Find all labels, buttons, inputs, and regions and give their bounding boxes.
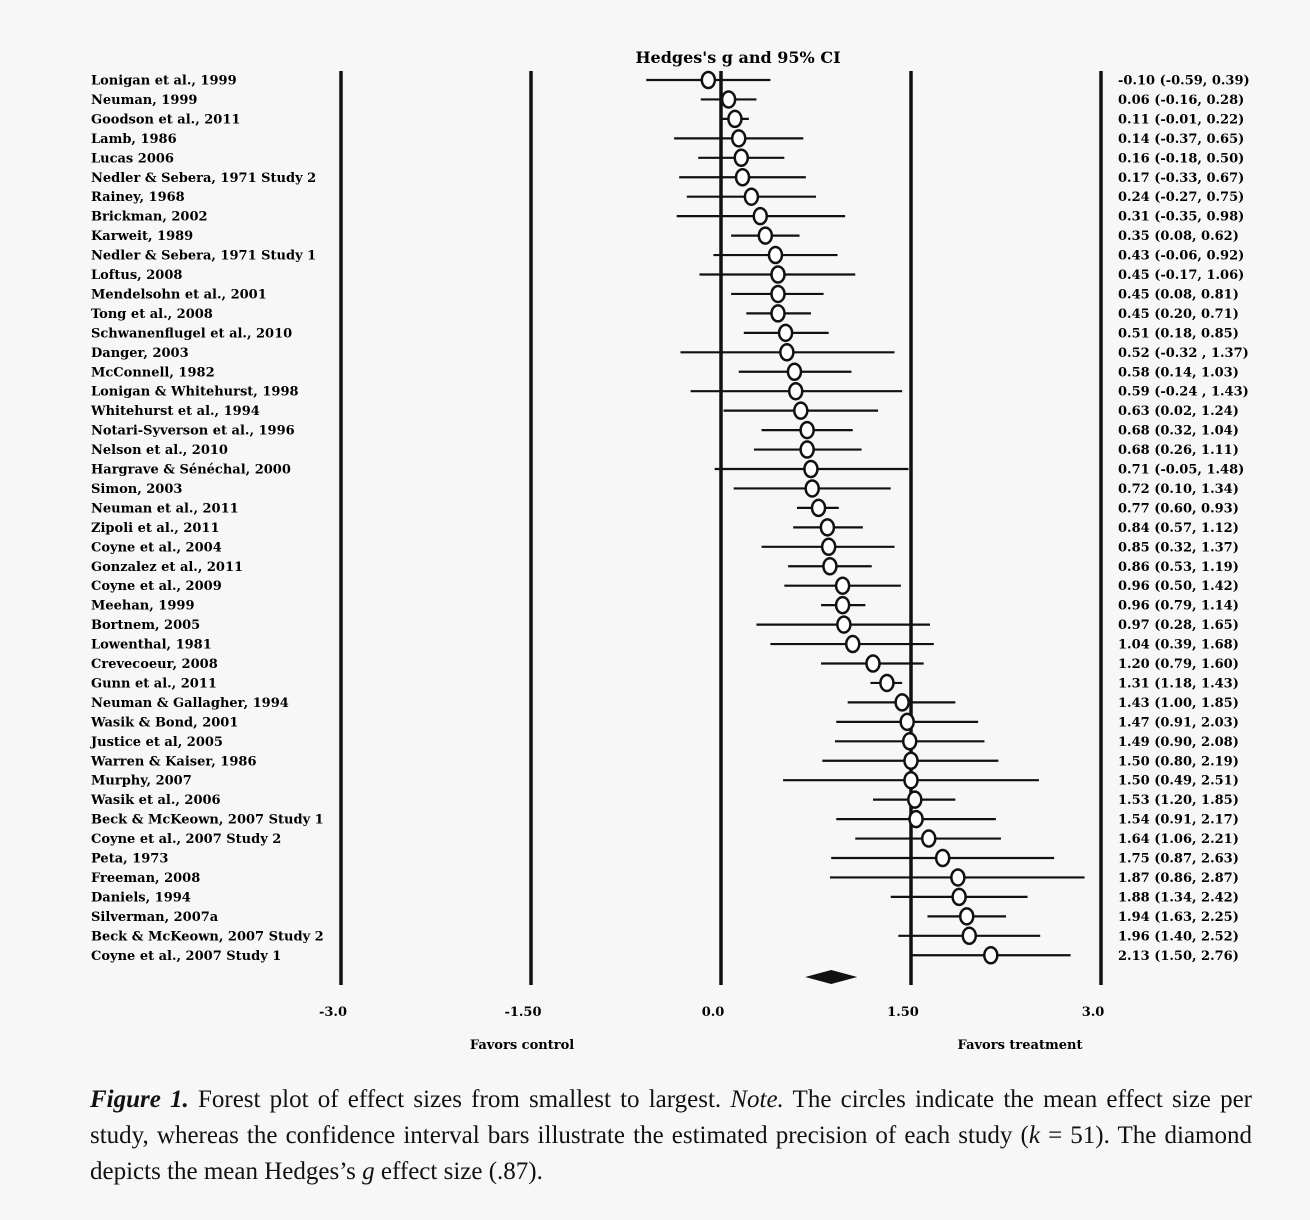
effect-size-value: 1.20 (0.79, 1.60) [1118, 657, 1239, 672]
effect-size-value: 0.52 (-0.32 , 1.37) [1118, 345, 1249, 361]
effect-size-marker [772, 305, 785, 321]
figure-caption [90, 1082, 1252, 1190]
study-label: Karweit, 1989 [91, 229, 194, 245]
caption-figure-label: Figure 1. [90, 1086, 189, 1113]
effect-size-value: 0.35 (0.08, 0.62) [1118, 229, 1239, 245]
effect-size-value: 0.96 (0.79, 1.14) [1118, 598, 1239, 614]
x-tick-label: 0.0 [701, 1005, 725, 1020]
effect-size-value: 1.50 (0.80, 2.19) [1118, 754, 1239, 770]
effect-size-value: 1.96 (1.40, 2.52) [1118, 929, 1239, 945]
effect-size-value: 0.85 (0.32, 1.37) [1118, 540, 1239, 556]
effect-size-marker [745, 189, 758, 205]
effect-size-marker [754, 208, 767, 224]
effect-size-marker [722, 91, 735, 107]
study-label: Coyne et al., 2004 [91, 540, 222, 556]
study-label: Beck & McKeown, 2007 Study 2 [91, 929, 324, 945]
effect-size-value: 0.45 (0.08, 0.81) [1118, 287, 1239, 303]
study-label: Whitehurst et al., 1994 [91, 404, 260, 420]
effect-size-value: 0.31 (-0.35, 0.98) [1118, 209, 1245, 225]
effect-size-marker [908, 792, 921, 808]
caption-text-1: Forest plot of effect sizes from smallest to largest. [188, 1086, 731, 1113]
study-label: Zipoli et al., 2011 [91, 520, 220, 536]
effect-size-value: 0.14 (-0.37, 0.65) [1118, 131, 1245, 147]
effect-size-marker [732, 130, 745, 146]
effect-size-marker [922, 831, 935, 847]
study-label: Lamb, 1986 [91, 131, 177, 147]
effect-size-value: 1.43 (1.00, 1.85) [1118, 695, 1239, 711]
effect-size-marker [736, 169, 749, 185]
study-label: Lucas 2006 [91, 151, 174, 167]
effect-size-value: 0.24 (-0.27, 0.75) [1118, 190, 1245, 206]
effect-size-marker [910, 811, 923, 827]
effect-size-marker [984, 947, 997, 963]
effect-size-marker [702, 72, 715, 88]
study-label: Rainey, 1968 [91, 190, 185, 206]
effect-size-value: 1.04 (0.39, 1.68) [1118, 637, 1239, 653]
study-label: Lonigan & Whitehurst, 1998 [91, 384, 299, 400]
effect-size-marker [728, 111, 741, 127]
caption-g-symbol: g [362, 1158, 375, 1185]
effect-size-marker [794, 403, 807, 419]
x-tick-label: -1.50 [504, 1005, 542, 1020]
pooled-effect-diamond [805, 970, 857, 984]
effect-size-value: 1.49 (0.90, 2.08) [1118, 734, 1239, 750]
effect-size-value: 1.94 (1.63, 2.25) [1118, 909, 1239, 925]
effect-size-value: 0.68 (0.26, 1.11) [1118, 443, 1239, 459]
study-label: Warren & Kaiser, 1986 [91, 754, 257, 770]
effect-size-value: 0.43 (-0.06, 0.92) [1118, 248, 1245, 264]
effect-size-value: 0.63 (0.02, 1.24) [1118, 404, 1239, 420]
study-label: Brickman, 2002 [91, 209, 208, 225]
effect-size-value: 0.45 (0.20, 0.71) [1118, 306, 1239, 322]
study-label: Hargrave & Sénéchal, 2000 [91, 462, 291, 478]
caption-text-4: effect size (.87). [374, 1158, 543, 1185]
effect-size-value: 0.51 (0.18, 0.85) [1118, 326, 1239, 342]
effect-size-value: 1.88 (1.34, 2.42) [1118, 890, 1239, 906]
effect-size-marker [880, 675, 893, 691]
study-label: Neuman, 1999 [91, 92, 198, 108]
effect-size-marker [867, 656, 880, 672]
effect-size-value: 0.72 (0.10, 1.34) [1118, 481, 1239, 497]
study-label: Nedler & Sebera, 1971 Study 2 [91, 170, 317, 186]
study-label: Peta, 1973 [91, 851, 169, 867]
effect-size-value: 0.58 (0.14, 1.03) [1118, 365, 1239, 381]
effect-size-value: 0.96 (0.50, 1.42) [1118, 579, 1239, 595]
study-label: Loftus, 2008 [91, 268, 183, 283]
effect-size-marker [903, 733, 916, 749]
effect-size-marker [953, 889, 966, 905]
effect-size-marker [951, 869, 964, 885]
study-label: Freeman, 2008 [91, 870, 201, 886]
study-label: Meehan, 1999 [91, 598, 195, 614]
study-label: Gonzalez et al., 2011 [91, 559, 244, 575]
effect-size-marker [772, 286, 785, 302]
effect-size-value: 2.13 (1.50, 2.76) [1118, 948, 1239, 964]
effect-size-marker [905, 753, 918, 769]
effect-size-value: 1.87 (0.86, 2.87) [1118, 870, 1239, 886]
effect-size-marker [896, 694, 909, 710]
effect-size-marker [901, 714, 914, 730]
effect-size-value: 1.53 (1.20, 1.85) [1118, 793, 1239, 809]
effect-size-marker [905, 772, 918, 788]
study-label: Lonigan et al., 1999 [91, 73, 237, 89]
study-label: Tong et al., 2008 [91, 306, 213, 322]
study-label: Nedler & Sebera, 1971 Study 1 [91, 248, 317, 264]
effect-size-marker [769, 247, 782, 263]
study-label: Lowenthal, 1981 [91, 637, 212, 653]
study-label: Neuman & Gallagher, 1994 [91, 695, 289, 711]
effect-size-value: 0.97 (0.28, 1.65) [1118, 618, 1239, 634]
chart-title: Hedges's g and 95% CI [635, 48, 841, 67]
study-label: Murphy, 2007 [91, 773, 192, 789]
effect-size-value: 0.45 (-0.17, 1.06) [1118, 268, 1245, 283]
study-label: Beck & McKeown, 2007 Study 1 [91, 812, 324, 828]
study-label: Notari-Syverson et al., 1996 [91, 423, 295, 439]
study-label: Coyne et al., 2007 Study 1 [91, 948, 282, 964]
effect-size-marker [735, 150, 748, 166]
effect-size-marker [804, 461, 817, 477]
study-label: Gunn et al., 2011 [91, 676, 217, 692]
effect-size-marker [821, 519, 834, 535]
effect-size-marker [801, 442, 814, 458]
effect-size-value: 1.47 (0.91, 2.03) [1118, 715, 1239, 731]
effect-size-marker [836, 597, 849, 613]
effect-size-marker [837, 617, 850, 633]
study-label: Nelson et al., 2010 [91, 443, 228, 459]
effect-size-value: 0.86 (0.53, 1.19) [1118, 559, 1239, 575]
study-label: Simon, 2003 [91, 481, 183, 497]
caption-k-symbol: k [1028, 1122, 1040, 1149]
study-label: Bortnem, 2005 [91, 618, 201, 634]
effect-size-marker [812, 500, 825, 516]
effect-size-marker [801, 422, 814, 438]
study-label: Coyne et al., 2007 Study 2 [91, 832, 282, 848]
study-label: Wasik et al., 2006 [91, 793, 221, 809]
effect-size-marker [788, 364, 801, 380]
study-label: Wasik & Bond, 2001 [91, 715, 239, 731]
caption-text-2: The circles indicate the mean effect size per study, whereas the confidence interval bars illustrate the estimated precision of each study ( [90, 1086, 1252, 1149]
study-label: McConnell, 1982 [91, 365, 215, 381]
effect-size-value: -0.10 (-0.59, 0.39) [1118, 73, 1250, 89]
effect-size-value: 0.11 (-0.01, 0.22) [1118, 112, 1245, 128]
effect-size-marker [823, 558, 836, 574]
x-tick-label: 1.50 [887, 1005, 919, 1020]
effect-size-marker [963, 928, 976, 944]
x-tick-label: -3.0 [318, 1005, 348, 1020]
effect-size-value: 0.06 (-0.16, 0.28) [1118, 92, 1245, 108]
effect-size-marker [846, 636, 859, 652]
effect-size-value: 0.84 (0.57, 1.12) [1118, 520, 1239, 536]
effect-size-marker [779, 325, 792, 341]
effect-size-value: 1.50 (0.49, 2.51) [1118, 773, 1239, 789]
effect-size-value: 0.17 (-0.33, 0.67) [1118, 170, 1245, 186]
study-label: Justice et al, 2005 [91, 734, 223, 750]
effect-size-marker [759, 228, 772, 244]
effect-size-value: 1.54 (0.91, 2.17) [1118, 812, 1239, 828]
effect-size-marker [772, 267, 785, 283]
study-label: Crevecoeur, 2008 [91, 657, 218, 672]
effect-size-marker [806, 480, 819, 496]
study-label: Danger, 2003 [91, 345, 189, 361]
effect-size-marker [822, 539, 835, 555]
study-label: Schwanenflugel et al., 2010 [91, 326, 293, 342]
caption-text-3: = 51). The diamond depicts the mean Hedges’s [90, 1122, 1252, 1185]
effect-size-value: 0.77 (0.60, 0.93) [1118, 501, 1239, 517]
caption-note-label: Note. [730, 1086, 784, 1113]
effect-size-value: 0.71 (-0.05, 1.48) [1118, 462, 1245, 478]
effect-size-value: 0.59 (-0.24 , 1.43) [1118, 384, 1249, 400]
effect-size-marker [780, 344, 793, 360]
effect-size-value: 0.16 (-0.18, 0.50) [1118, 151, 1245, 167]
effect-size-marker [960, 908, 973, 924]
study-label: Neuman et al., 2011 [91, 501, 239, 517]
effect-size-value: 1.31 (1.18, 1.43) [1118, 676, 1239, 692]
study-label: Silverman, 2007a [91, 909, 219, 925]
study-label: Goodson et al., 2011 [91, 112, 241, 128]
effect-size-value: 0.68 (0.32, 1.04) [1118, 423, 1239, 439]
favors-control-label: Favors control [469, 1038, 575, 1053]
x-tick-label: 3.0 [1081, 1005, 1105, 1020]
study-label: Coyne et al., 2009 [91, 579, 222, 595]
effect-size-marker [836, 578, 849, 594]
study-label: Daniels, 1994 [91, 890, 191, 906]
effect-size-value: 1.64 (1.06, 2.21) [1118, 832, 1239, 848]
effect-size-value: 1.75 (0.87, 2.63) [1118, 851, 1239, 867]
effect-size-marker [936, 850, 949, 866]
effect-size-marker [789, 383, 802, 399]
study-label: Mendelsohn et al., 2001 [91, 287, 267, 303]
favors-treatment-label: Favors treatment [957, 1038, 1083, 1053]
